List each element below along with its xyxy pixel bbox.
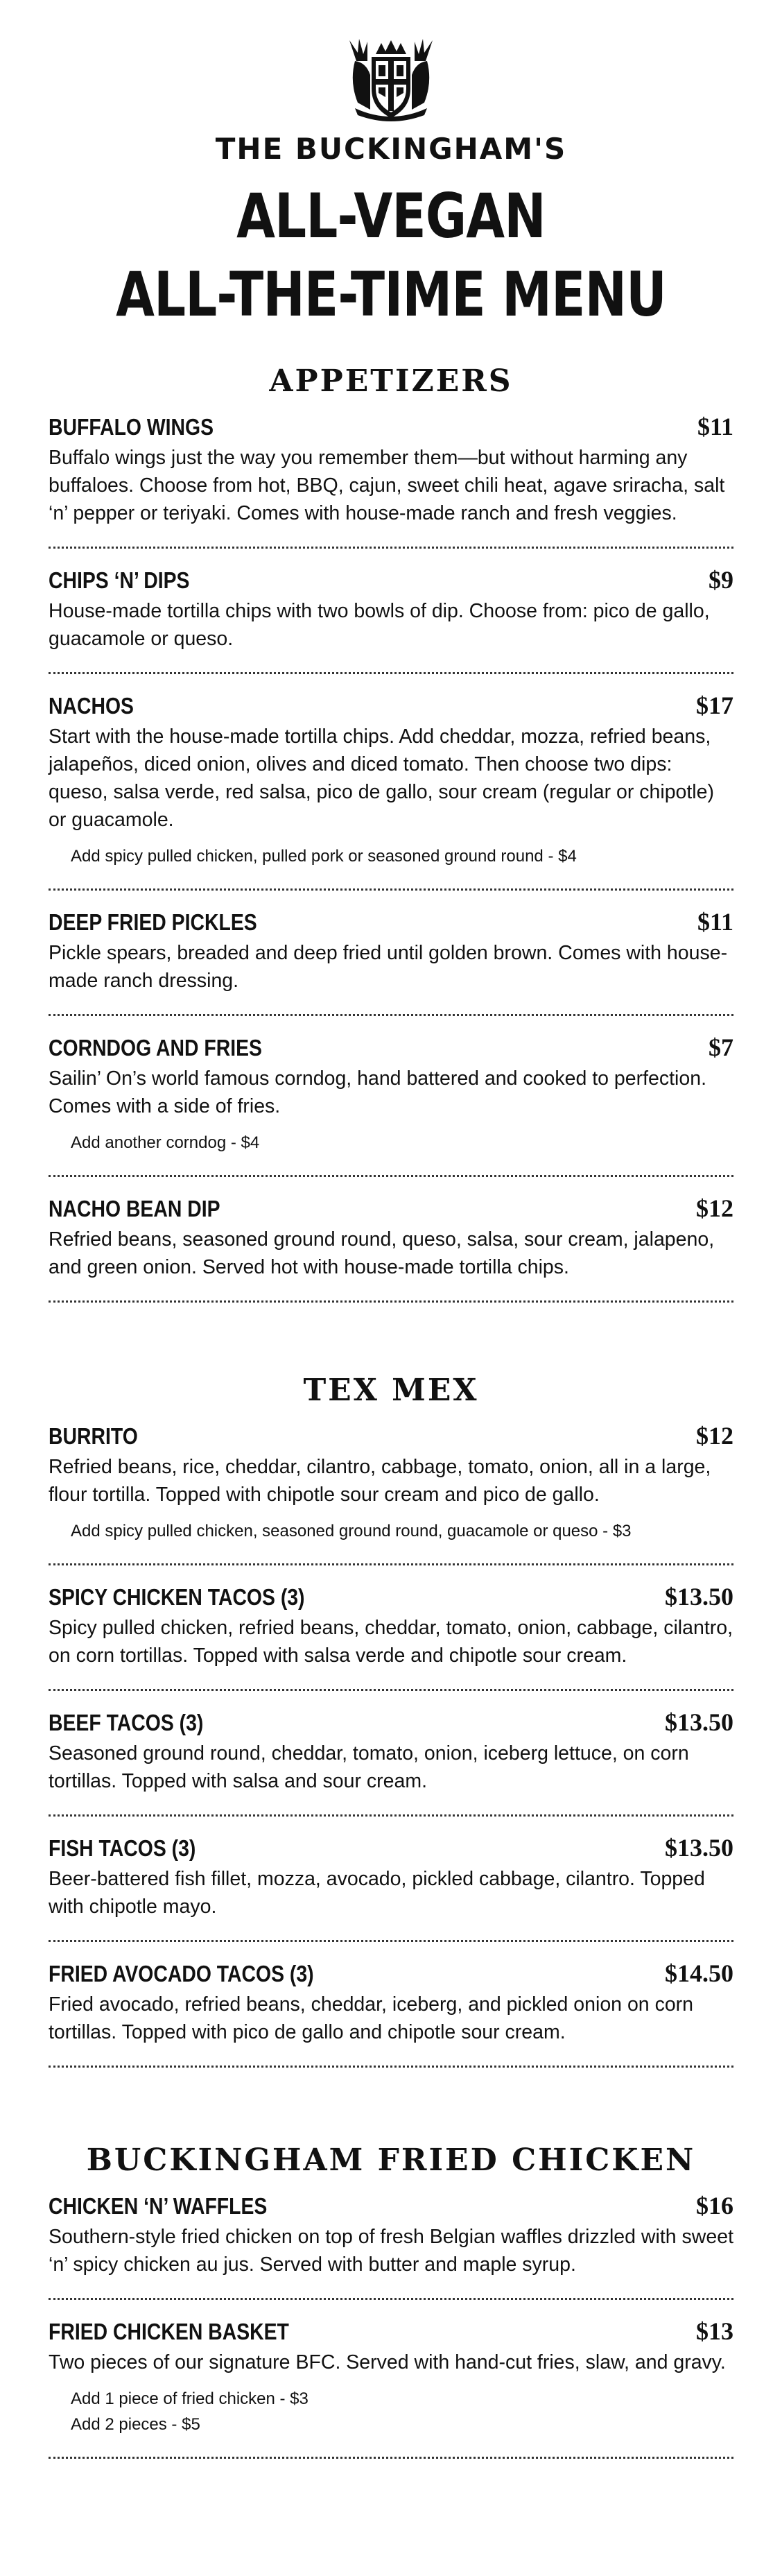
menu-item-fish-tacos [49,1833,733,1926]
item-name: NACHOS [49,693,134,719]
divider [49,672,733,674]
menu-item-beef-tacos [49,1708,733,1801]
divider [49,2298,733,2300]
item-price: $11 [697,413,733,440]
item-name: SPICY CHICKEN TACOS (3) [49,1584,305,1610]
divider [49,1300,733,1303]
item-description: Buffalo wings just the way you remember them—but without harming any buffaloes. Choose from hot, BBQ, cajun, sweet chili heat, agave sriracha, salt ‘n’ pepper or teriyaki. Comes with house-made ranch and fresh veggies. [49,447,725,524]
item-description: Refried beans, rice, cheddar, cilantro, cabbage, tomato, onion, all in a large, flour tortilla. Topped with chipotle sour cream and pico de gallo. [49,1456,711,1506]
divider [49,1689,733,1691]
item-description: Two pieces of our signature BFC. Served with hand-cut fries, slaw, and gravy. [49,2351,726,2373]
item-price: $11 [697,908,733,936]
item-price: $13.50 [665,1583,733,1611]
menu-item-chips-n-dips [49,565,733,658]
divider [49,547,733,549]
crest-logo-icon [342,33,440,123]
item-price: $13 [696,2317,733,2345]
item-price: $13.50 [665,1708,733,1736]
section-heading-tex-mex: TEX MEX [303,1373,479,1408]
divider [49,1563,733,1565]
section-heading-fried-chicken: BUCKINGHAM FRIED CHICKEN [86,2143,696,2178]
menu-item-corndog-and-fries [49,1033,733,1161]
section-heading-appetizers: APPETIZERS [269,363,513,399]
divider [49,2457,733,2459]
item-name: CHICKEN ‘N’ WAFFLES [49,2193,268,2219]
divider [49,1175,733,1177]
item-description: Fried avocado, refried beans, cheddar, iceberg, and pickled onion on corn tortillas. Topped with pico de gallo and chipotle sour cream. [49,1993,694,2043]
item-price: $12 [696,1194,733,1222]
item-addon: Add 2 pieces - $5 [71,2415,200,2434]
item-addon: Add spicy pulled chicken, pulled pork or seasoned ground round - $4 [71,847,577,866]
item-name: CHIPS ‘N’ DIPS [49,567,190,593]
item-description: House-made tortilla chips with two bowls of dip. Choose from: pico de gallo, guacamole or queso. [49,600,710,650]
venue-name: THE BUCKINGHAM'S [215,132,567,166]
menu-item-deep-fried-pickles [49,907,733,1000]
appetizers-section [49,361,733,1319]
item-name: BEEF TACOS (3) [49,1710,204,1735]
item-description: Southern-style fried chicken on top of fresh Belgian waffles drizzled with sweet ‘n’ spicy chicken au jus. Served with butter and maple syrup. [49,2226,733,2276]
item-price: $14.50 [665,1959,733,1987]
menu-item-spicy-chicken-tacos [49,1582,733,1675]
divider [49,2066,733,2068]
item-name: FRIED AVOCADO TACOS (3) [49,1961,314,1986]
item-price: $17 [696,692,733,719]
item-addon: Add another corndog - $4 [71,1133,260,1152]
item-addon: Add 1 piece of fried chicken - $3 [71,2389,309,2408]
divider [49,1940,733,1942]
item-description: Pickle spears, breaded and deep fried until golden brown. Comes with house-made ranch dressing. [49,942,728,992]
menu-item-fried-avocado-tacos [49,1959,733,2052]
item-addon: Add spicy pulled chicken, seasoned ground round, guacamole or queso - $3 [71,1522,632,1540]
menu-item-nachos [49,691,733,875]
item-price: $13.50 [665,1834,733,1862]
fried-chicken-section [49,2140,733,2475]
divider [49,888,733,891]
item-name: DEEP FRIED PICKLES [49,909,257,935]
item-name: FRIED CHICKEN BASKET [49,2319,289,2344]
menu-title-line-1: ALL-VEGAN [236,180,546,252]
item-name: BURRITO [49,1423,138,1449]
item-price: $7 [709,1033,733,1061]
item-description: Beer-battered fish fillet, mozza, avocado, pickled cabbage, cilantro. Topped with chipotle mayo. [49,1868,705,1918]
tex-mex-section [49,1370,733,2084]
divider [49,1814,733,1817]
menu-item-buffalo-wings [49,412,733,533]
item-name: BUFFALO WINGS [49,414,214,440]
menu-item-burrito [49,1421,733,1549]
item-description: Spicy pulled chicken, refried beans, cheddar, tomato, onion, cabbage, cilantro, on corn tortillas. Topped with salsa verde and chipotle sour cream. [49,1617,733,1667]
menu-item-chicken-n-waffles [49,2191,733,2284]
item-name: FISH TACOS (3) [49,1835,196,1861]
divider [49,1014,733,1016]
item-description: Sailin’ On’s world famous corndog, hand battered and cooked to perfection. Comes with a side of fries. [49,1067,707,1117]
item-description: Seasoned ground round, cheddar, tomato, onion, iceberg lettuce, on corn tortillas. Topped with salsa and sour cream. [49,1742,689,1792]
item-price: $9 [709,566,733,594]
menu-title-line-2: ALL-THE-TIME MENU [116,259,666,330]
item-name: NACHO BEAN DIP [49,1196,220,1221]
item-price: $12 [696,1422,733,1450]
item-price: $16 [696,2192,733,2219]
item-description: Start with the house-made tortilla chips. Add cheddar, mozza, refried beans, jalapeños, diced onion, olives and diced tomato. Then choose two dips: queso, salsa verde, red salsa, pico de gallo, sour cream (regular or chipotle) or guacamole. [49,725,714,831]
item-name: CORNDOG AND FRIES [49,1035,262,1061]
menu-item-fried-chicken-basket [49,2317,733,2443]
item-description: Refried beans, seasoned ground round, queso, salsa, sour cream, jalapeno, and green onion. Served hot with house-made tortilla chips. [49,1228,715,1278]
menu-item-nacho-bean-dip [49,1194,733,1287]
